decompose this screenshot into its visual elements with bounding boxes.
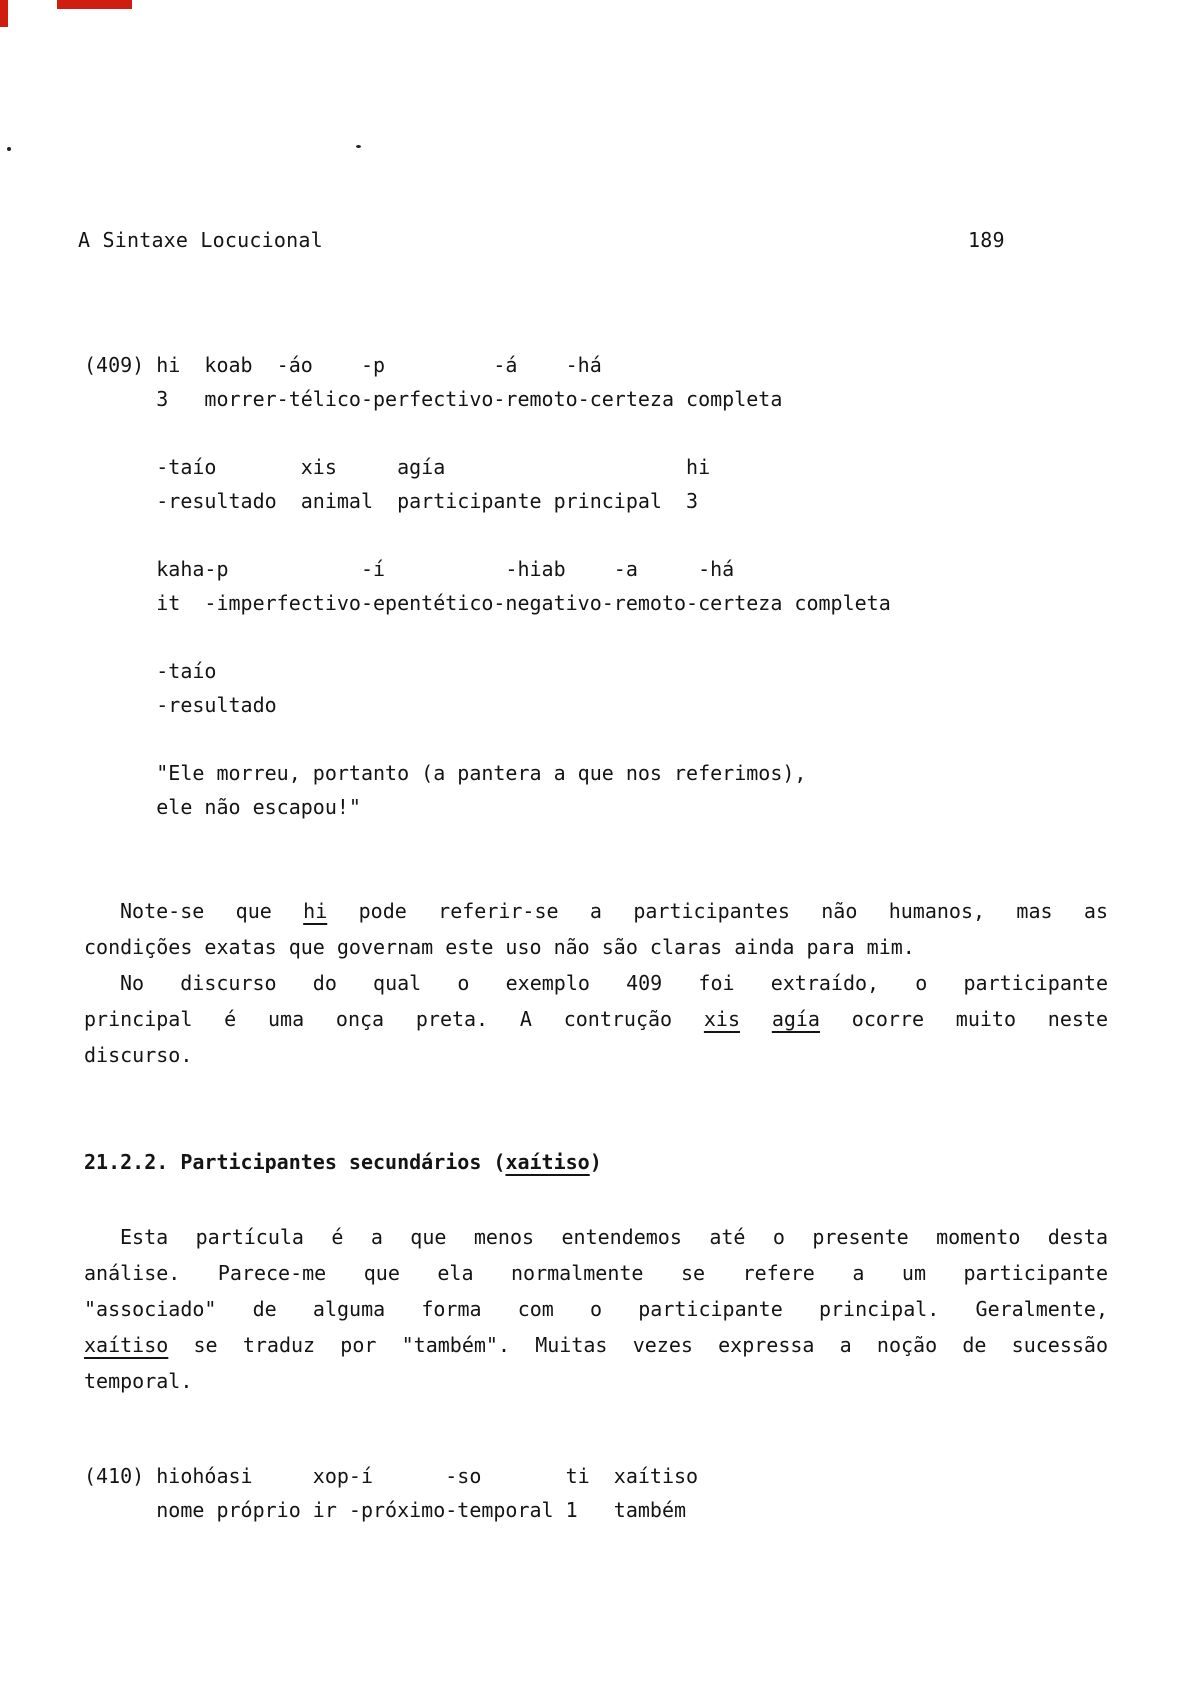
text-run: condições exatas que governam este uso não são claras ainda para mim. xyxy=(84,935,915,959)
ink-speck xyxy=(356,145,361,148)
text-line: (409) hi koab -áo -p -á -há xyxy=(84,353,602,377)
text-line: ele não escapou!" xyxy=(84,795,361,819)
body-paragraphs-2 xyxy=(84,1219,1108,1399)
text-line xyxy=(84,929,1108,965)
text-line xyxy=(84,620,891,654)
example-409-interlinear-gloss xyxy=(84,348,891,824)
text-line xyxy=(84,893,1108,929)
text-run: discurso. xyxy=(84,1043,193,1067)
text-line xyxy=(84,1001,1108,1037)
section-heading xyxy=(84,1150,602,1174)
text-line: 3 morrer-télico-perfectivo-remoto-certeza completa xyxy=(84,387,783,411)
running-header-title: A Sintaxe Locucional xyxy=(78,228,323,252)
underlined-term: agía xyxy=(771,1007,820,1031)
text-line xyxy=(84,1291,1108,1327)
text-line: "Ele morreu, portanto (a pantera a que nos referimos), xyxy=(84,761,807,785)
text-line xyxy=(84,1037,1108,1073)
text-run: se traduz por "também". Muitas vezes expressa a noção de sucessão xyxy=(168,1333,1108,1357)
text-run: ocorre muito neste xyxy=(819,1007,1109,1031)
text-line: -taío xis agía hi xyxy=(84,455,711,479)
underlined-term: xaítiso xyxy=(84,1333,169,1357)
underlined-term: hi xyxy=(303,899,328,923)
text-line xyxy=(84,1255,1108,1291)
text-run: "associado" de alguma forma com o participante principal. Geralmente, xyxy=(84,1297,1108,1321)
ink-speck xyxy=(7,147,11,151)
underlined-term: xis xyxy=(703,1007,741,1031)
text-line xyxy=(84,1219,1108,1255)
text-run: No discurso do qual o exemplo 409 foi extraído, o participante xyxy=(120,971,1108,995)
text-run: principal é uma onça preta. A contrução xyxy=(84,1007,704,1031)
red-scan-mark-horizontal xyxy=(57,0,132,9)
page-number: 189 xyxy=(968,228,1005,252)
text-line: (410) hiohóasi xop-í -so ti xaítiso xyxy=(84,1464,699,1488)
text-run: 21.2.2. Participantes secundários ( xyxy=(84,1150,506,1174)
text-line: -resultado xyxy=(84,693,277,717)
text-run: Esta partícula é a que menos entendemos até o presente momento desta xyxy=(120,1225,1108,1249)
example-410-interlinear-gloss xyxy=(84,1459,698,1527)
body-paragraphs-1 xyxy=(84,893,1108,1073)
text-line xyxy=(84,518,891,552)
text-line: -resultado animal participante principal 3 xyxy=(84,489,699,513)
text-line: -taío xyxy=(84,659,217,683)
text-run: ) xyxy=(589,1150,602,1174)
text-line: kaha-p -í -hiab -a -há xyxy=(84,557,735,581)
text-run: pode referir-se a participantes não humanos, mas as xyxy=(327,899,1108,923)
text-run: análise. Parece-me que ela normalmente se refere a um participante xyxy=(84,1261,1108,1285)
text-run: Note-se que xyxy=(120,899,304,923)
text-run: temporal. xyxy=(84,1369,193,1393)
text-line: it -imperfectivo-epentético-negativo-remoto-certeza completa xyxy=(84,591,891,615)
text-line: nome próprio ir -próximo-temporal 1 também xyxy=(84,1498,687,1522)
text-line xyxy=(84,965,1108,1001)
text-line xyxy=(84,722,891,756)
text-run xyxy=(740,1007,772,1031)
text-line xyxy=(84,416,891,450)
red-scan-mark-vertical xyxy=(0,0,8,27)
underlined-term: xaítiso xyxy=(505,1150,590,1174)
text-line xyxy=(84,1363,1108,1399)
text-line xyxy=(84,1327,1108,1363)
